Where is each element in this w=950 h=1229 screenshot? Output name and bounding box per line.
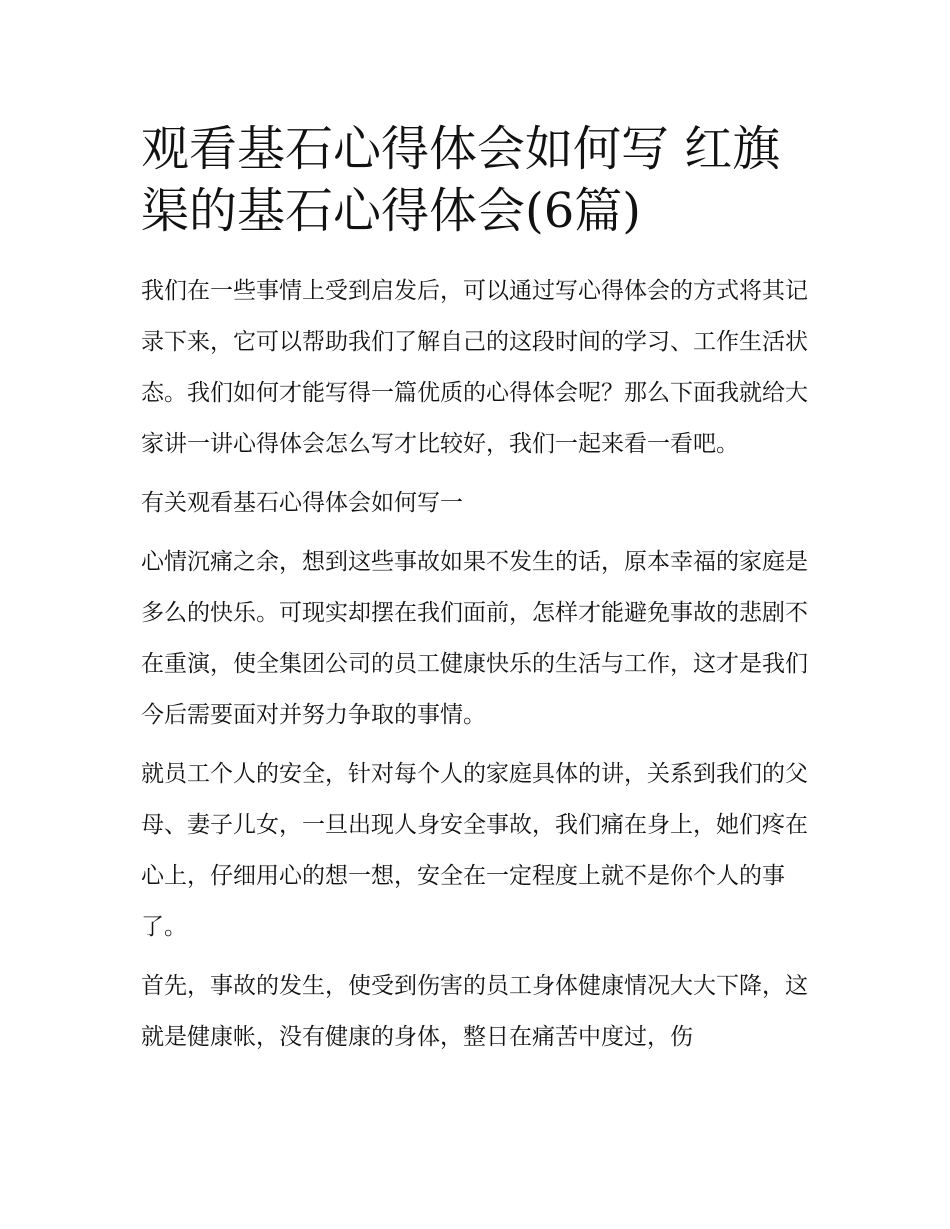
body-paragraph-2: 就员工个人的安全，针对每个人的家庭具体的讲，关系到我们的父母、妻子儿女，一旦出现人身安全事故，我们痛在身上，她们疼在心上，仔细用心的想一想，安全在一定程度上就不是你个人的事了。: [141, 761, 808, 940]
document-title: 观看基石心得体会如何写 红旗渠的基石心得体会(6篇): [141, 121, 781, 239]
body-paragraph-3: 首先，事故的发生，使受到伤害的员工身体健康情况大大下降，这就是健康帐，没有健康的身体，整日在痛苦中度过，伤: [141, 973, 808, 1050]
document-content: [141, 118, 816, 1071]
section-heading: 有关观看基石心得体会如何写一: [141, 490, 463, 516]
body-paragraph-1: 心情沉痛之余，想到这些事故如果不发生的话，原本幸福的家庭是多么的快乐。可现实却摆在我们面前，怎样才能避免事故的悲剧不在重演，使全集团公司的员工健康快乐的生活与工作，这才是我们今后需要面对并努力争取的事情。: [141, 549, 808, 728]
intro-paragraph: 我们在一些事情上受到启发后，可以通过写心得体会的方式将其记录下来，它可以帮助我们了解自己的这段时间的学习、工作生活状态。我们如何才能写得一篇优质的心得体会呢？那么下面我就给大家讲一讲心得体会怎么写才比较好，我们一起来看一看吧。: [141, 278, 808, 457]
